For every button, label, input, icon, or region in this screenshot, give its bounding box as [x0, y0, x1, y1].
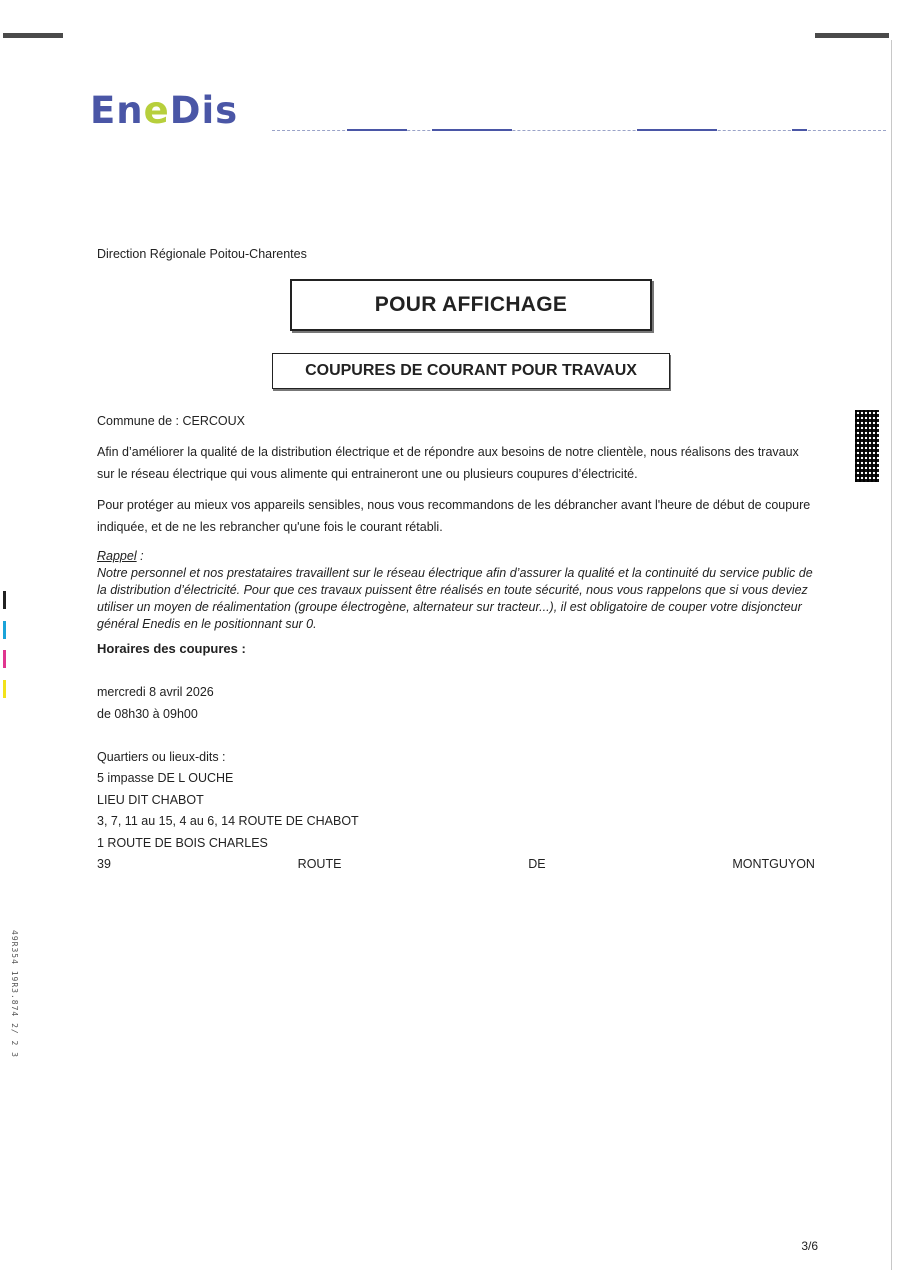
enedis-logo: [90, 89, 239, 132]
rappel-colon: :: [136, 549, 144, 563]
logo-part-3: Dis: [169, 89, 239, 132]
route-number: 39: [97, 857, 111, 871]
rappel-title: Rappel: [97, 549, 137, 563]
registration-tick-cyan: [3, 621, 6, 639]
scan-mark-left: [3, 33, 63, 38]
main-title: POUR AFFICHAGE: [290, 279, 652, 331]
registration-tick-black: [3, 591, 6, 609]
margin-code: 49R354 19R3.874 2/ 2 3: [10, 930, 19, 1058]
schedule-heading: Horaires des coupures :: [97, 641, 246, 656]
rappel-block: [97, 548, 817, 633]
regional-direction: Direction Régionale Poitou-Charentes: [97, 247, 307, 261]
route-word: ROUTE: [297, 857, 342, 871]
page-number: 3/6: [801, 1239, 818, 1253]
location-item-last: [97, 853, 815, 875]
logo-part-1: En: [90, 89, 144, 132]
scan-mark-right: [815, 33, 889, 38]
paragraph-intro: Afin d’améliorer la qualité de la distribution électrique et de répondre aux besoins de notre clientèle, nous réalisons des travaux sur le réseau électrique qui vous alimente qui entraineront une ou plusieurs coupures d’électricité.: [97, 445, 799, 481]
schedule-time: de 08h30 à 09h00: [97, 707, 198, 721]
location-item: 3, 7, 11 au 15, 4 au 6, 14 ROUTE DE CHABOT: [97, 814, 359, 828]
logo-part-2: e: [143, 89, 170, 132]
rappel-text: Notre personnel et nos prestataires travaillent sur le réseau électrique afin d’assurer la qualité et la continuité du service public de la distribution d’électricité. Pour que ces travaux puissent être réalisés en toute sécurité, nous vous rappelons que si vous deviez utiliser un moyen de réalimentation (groupe électrogène, alternateur sur tracteur...), il est obligatoire de couper votre disjoncteur général Enedis en le positionnant sur 0.: [97, 566, 813, 631]
location-item: LIEU DIT CHABOT: [97, 793, 204, 807]
registration-tick-yellow: [3, 680, 6, 698]
commune: Commune de : CERCOUX: [97, 414, 245, 428]
registration-tick-magenta: [3, 650, 6, 668]
page-edge: [891, 40, 892, 1270]
paragraph-advice: Pour protéger au mieux vos appareils sensibles, nous vous recommandons de les débrancher avant l'heure de début de coupure indiquée, et de ne les rebrancher qu'une fois le courant rétabli.: [97, 498, 811, 534]
location-item: 1 ROUTE DE BOIS CHARLES: [97, 836, 268, 850]
location-item: 5 impasse DE L OUCHE: [97, 771, 234, 785]
route-name: MONTGUYON: [732, 857, 815, 871]
logo-rule: [272, 130, 886, 131]
datamatrix-icon: [855, 410, 879, 482]
locations-heading: Quartiers ou lieux-dits :: [97, 750, 226, 764]
route-de: DE: [528, 857, 546, 871]
sub-title: COUPURES DE COURANT POUR TRAVAUX: [272, 353, 670, 389]
schedule-date: mercredi 8 avril 2026: [97, 685, 214, 699]
